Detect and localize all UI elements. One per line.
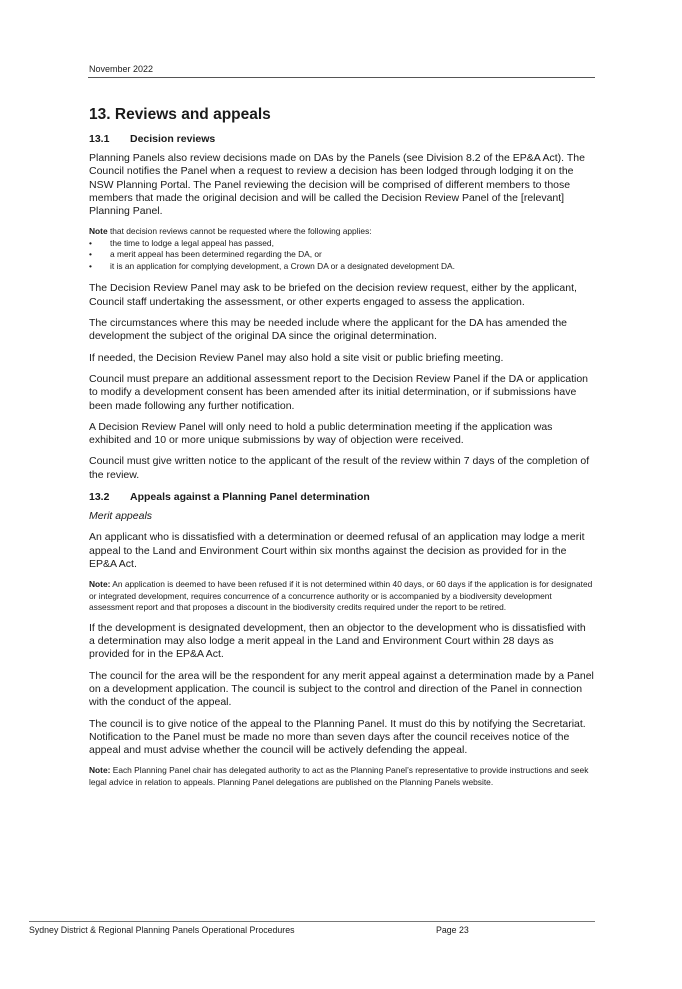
paragraph: The council is to give notice of the appeal to the Planning Panel. It must do this by notifying the Secretariat. Notification to the Panel must be made no more than seven days after the council receives notice of the appeal and must advise whether the council will be actively defending the appeal. — [89, 717, 586, 757]
paragraph: The council for the area will be the respondent for any merit appeal against a determination made by a Panel on a development application. The council is subject to the control and direction of the Panel in connection with the conduct of the appeal. — [89, 669, 594, 709]
subsection-heading-decision-reviews — [89, 132, 594, 146]
note-intro-text: that decision reviews cannot be requested where the following applies: — [107, 226, 372, 237]
list-item: • the time to lodge a legal appeal has passed, — [89, 238, 594, 250]
paragraph: Council must give written notice to the applicant of the result of the review within 7 days of the completion of the review. — [89, 455, 590, 481]
paragraph: The circumstances where this may be needed include where the applicant for the DA has amended the development the subject of the original DA since the original determination. — [89, 317, 568, 343]
page-content — [89, 105, 594, 796]
note-bullet-list — [89, 238, 594, 273]
subsection-title: Decision reviews — [130, 133, 216, 145]
subsection-heading-appeals — [89, 490, 594, 504]
subsection-title: Appeals against a Planning Panel determination — [130, 491, 370, 504]
paragraph: If needed, the Decision Review Panel may also hold a site visit or public briefing meeting. — [89, 351, 504, 364]
note-text: Each Planning Panel chair has delegated authority to act as the Planning Panel’s representative to provide instructions and seek legal advice in relation to appeals. Planning Panel delegations are published on the Planning Panels website. — [89, 765, 589, 787]
paragraph: Planning Panels also review decisions made on DAs by the Panels (see Division 8.2 of the EP&A Act). The Council notifies the Panel when a request to review a decision has been lodged through lodging it on the NSW Planning Portal. The Panel reviewing the decision will be comprised of different members to those members that made the original decision and will be called the Decision Review Panel of the [relevant] Planning Panel. — [89, 152, 585, 218]
paragraph: Council must prepare an additional assessment report to the Decision Review Panel if the DA or application to modify a development consent has been amended after its initial determination, or if submissions have been made following any further notification. — [89, 372, 589, 412]
paragraph: A Decision Review Panel will only need to hold a public determination meeting if the application was exhibited and 10 or more unique submissions by way of objection were received. — [89, 420, 553, 447]
list-item: • it is an application for complying development, a Crown DA or a designated development DA. — [89, 261, 594, 273]
note-decision-reviews — [89, 226, 594, 238]
footer-divider — [29, 921, 595, 922]
list-item: • a merit appeal has been determined regarding the DA, or — [89, 249, 594, 261]
section-title: Reviews and appeals — [114, 106, 271, 123]
note-label: Note: — [89, 579, 111, 590]
note-label: Note: — [89, 765, 111, 776]
subsection-number: 13.1 — [89, 133, 110, 145]
note-deemed-refusal — [89, 579, 594, 614]
note-label: Note — [89, 226, 108, 237]
merit-appeals-heading: Merit appeals — [89, 510, 153, 523]
header-divider — [88, 77, 595, 78]
section-heading — [89, 105, 594, 124]
note-text: An application is deemed to have been refused if it is not determined within 40 days, or 60 days if the application is for designated or integrated development, requires concurrence of a concurrence authority or is accompanied by a biodiversity development assessment report and that proposes a discount in the biodiversity credits required under the report to be retired. — [89, 579, 593, 613]
subsection-number: 13.2 — [89, 491, 110, 504]
paragraph: An applicant who is dissatisfied with a determination or deemed refusal of an application may lodge a merit appeal to the Land and Environment Court within six months against the decision as provided for in the EP&A Act. — [89, 531, 585, 570]
section-number: 13. — [89, 106, 111, 123]
footer-page-number: Page 23 — [436, 925, 469, 935]
footer-document-title: Sydney District & Regional Planning Panels Operational Procedures — [29, 925, 295, 935]
paragraph: The Decision Review Panel may ask to be briefed on the decision review request, either by the applicant, Council staff undertaking the assessment, or other experts engaged to assess the application. — [89, 282, 577, 308]
header-date: November 2022 — [89, 64, 154, 74]
paragraph: If the development is designated development, then an objector to the development who is dissatisfied with a determination may also lodge a merit appeal in the Land and Environment Court within 28 days as provided for in the EP&A Act. — [89, 621, 586, 661]
note-delegations — [89, 765, 594, 788]
